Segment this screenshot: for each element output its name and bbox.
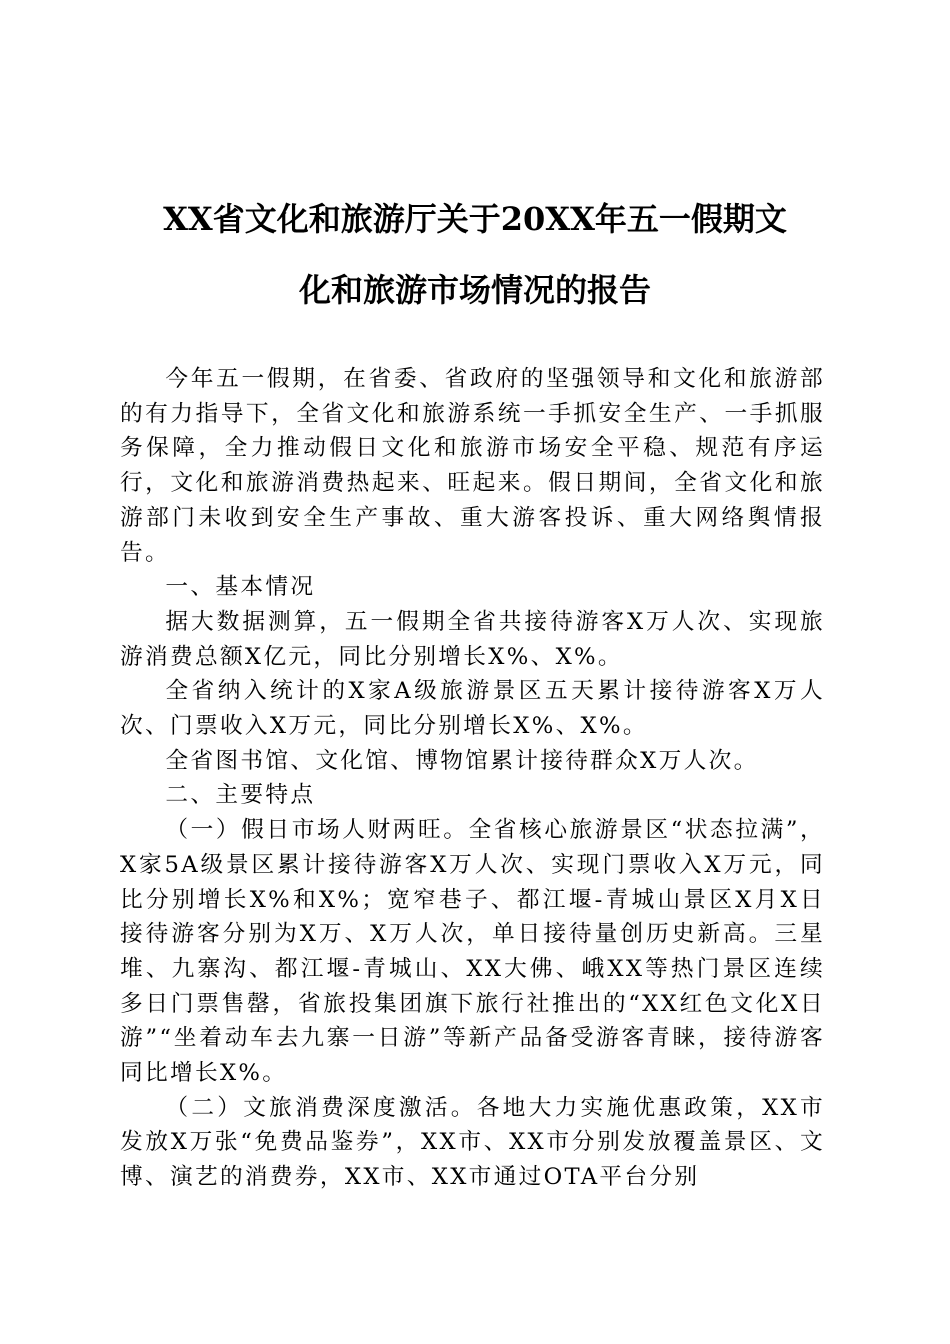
document-body [120,362,825,1195]
body-paragraph: 全省纳入统计的X家A级旅游景区五天累计接待游客X万人次、门票收入X万元，同比分别增长X%、X%。 [120,678,825,740]
section-heading-basic-situation: 一、基本情况 [165,574,316,601]
intro-paragraph: 今年五一假期，在省委、省政府的坚强领导和文化和旅游部的有力指导下，全省文化和旅游系统一手抓安全生产、一手抓服务保障，全力推动假日文化和旅游市场安全平稳、规范有序运行，文化和旅游消费热起来、旺起来。假日期间，全省文化和旅游部门未收到安全生产事故、重大游客投诉、重大网络舆情报告。 [120,366,825,566]
document-title-line-1: XX省文化和旅游厅关于20XX年五一假期文 [163,200,787,238]
section-heading-main-features: 二、主要特点 [165,782,316,809]
body-paragraph: 据大数据测算，五一假期全省共接待游客X万人次、实现旅游消费总额X亿元，同比分别增长X%、X%。 [120,608,825,670]
body-paragraph: （二）文旅消费深度激活。各地大力实施优惠政策，XX市发放X万张“免费品鉴券”，XX市、XX市分别发放覆盖景区、文博、演艺的消费券，XX市、XX市通过OTA平台分别 [120,1094,825,1191]
document-title-line-2: 化和旅游市场情况的报告 [298,271,651,309]
body-paragraph: （一）假日市场人财两旺。全省核心旅游景区“状态拉满”，X家5A级景区累计接待游客X万人次、实现门票收入X万元，同比分别增长X%和X%；宽窄巷子、都江堰-青城山景区X月X日接待游客分别为X万、X万人次，单日接待量创历史新高。三星堆、九寨沟、都江堰-青城山、XX大佛、峨XX等热门景区连续多日门票售罄，省旅投集团旗下旅行社推出的“XX红色文化X日游”“坐着动车去九寨一日游”等新产品备受游客青睐，接待游客同比增长X%。 [120,817,825,1087]
body-paragraph: 全省图书馆、文化馆、博物馆累计接待群众X万人次。 [165,747,759,774]
